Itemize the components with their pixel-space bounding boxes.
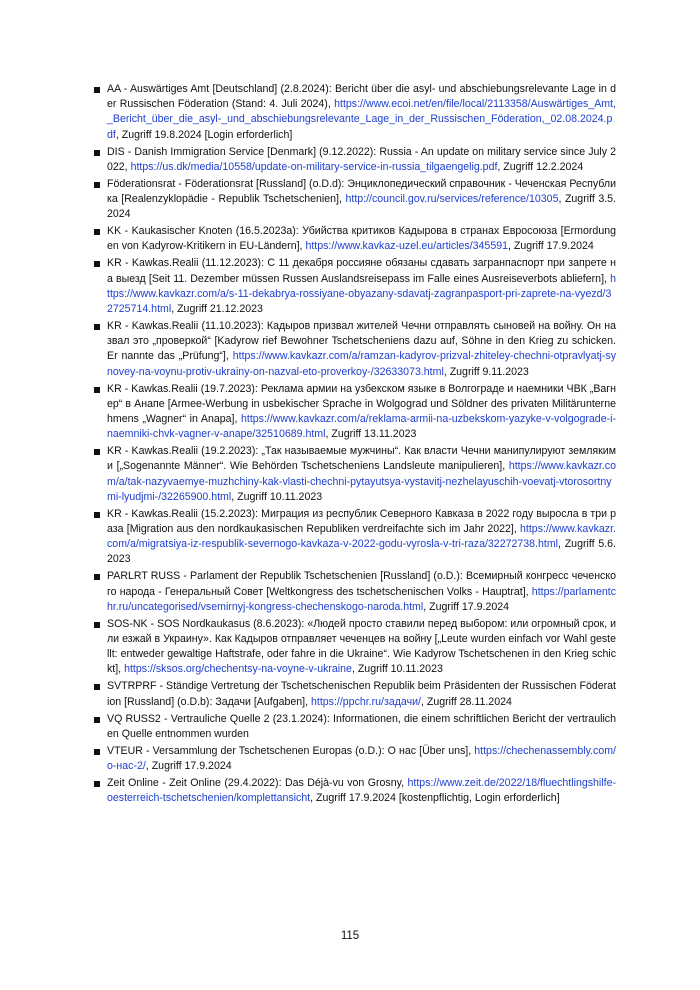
reference-text: VQ RUSS2 - Vertrauliche Quelle 2 (23.1.2024): Informationen, die einem schriftlichen Bericht der vertraulichen Quelle entnommen wurden	[107, 712, 616, 740]
bullet-square-icon	[94, 717, 100, 723]
reference-access-date: , Zugriff 17.9.2024	[423, 600, 510, 613]
bullet-square-icon	[94, 150, 100, 156]
reference-access-date: , Zugriff 5.6.2023	[107, 538, 616, 566]
bullet-square-icon	[94, 261, 100, 267]
reference-link[interactable]: https://www.kavkazr.com/a/ramzan-kadyrov-prizval-zhiteley-chechni-otpravlyatj-synovey-na-voynu-protiv-ukrainy-on-nazval-eto-proverkoy-/32633073.html	[107, 350, 616, 378]
reference-text: KR - Kawkas.Realii (15.2.2023): Миграция из республик Северного Кавказа в 2022 году выросла в три раза [Migration aus den nordkaukasischen Republiken verdreifachte sich im Jahr 2022],	[107, 507, 616, 536]
reference-text: KR - Kawkas.Realii (19.7.2023): Реклама армии на узбекском языке в Волгограде и наемники ЧВК „Вагнер“ в Анапе [Armee-Werbung in usbekischer Sprache in Wolgograd und Söldner des privaten Militärunternehmens „Wagner“ in Anapa],	[107, 382, 616, 426]
reference-link[interactable]: https://www.kavkaz-uzel.eu/articles/345591	[305, 240, 508, 253]
reference-item	[94, 256, 616, 317]
reference-item	[94, 177, 616, 223]
reference-access-date: , Zugriff 10.11.2023	[351, 663, 443, 676]
bullet-square-icon	[94, 684, 100, 690]
bullet-square-icon	[94, 387, 100, 393]
reference-text: KK - Kaukasischer Knoten (16.5.2023a): Убийства критиков Кадырова в странах Евросоюза [Ermordungen von Kadyrow-Kritikern in EU-Ländern],	[107, 225, 616, 253]
bullet-square-icon	[94, 87, 100, 93]
reference-text: KR - Kawkas.Realii (11.10.2023): Кадыров призвал жителей Чечни отправлять сыновей на войну. Он назвал это „проверкой“ [Kadyrow rief Bewohner Tschetscheniens dazu auf, Söhne in den Krieg zu schicken. Er nannte das „Prüfung“],	[107, 320, 616, 363]
reference-link[interactable]: http://council.gov.ru/services/reference/10305	[345, 193, 559, 206]
reference-link[interactable]: https://www.kavkazr.com/a/reklama-armii-na-uzbekskom-yazyke-v-volgograde-i-naemniki-chvk-vagner-v-anape/32510689.html	[107, 413, 616, 441]
reference-access-date: , Zugriff 17.9.2024	[508, 240, 594, 253]
bullet-square-icon	[94, 781, 100, 787]
reference-item	[94, 679, 616, 709]
reference-access-date: , Zugriff 19.8.2024 [Login erforderlich]	[115, 128, 293, 141]
reference-list	[94, 82, 616, 808]
reference-link[interactable]: https://www.ecoi.net/en/file/local/2113358/Auswärtiges_Amt,_Bericht_über_die_asyl-_und_abschiebungsrelevante_Lage_in_der_Russischen_Föderation,_02.08.2024.pdf	[107, 98, 616, 141]
reference-text: DIS - Danish Immigration Service [Denmark] (9.12.2022): Russia - An update on military service since July 2022,	[107, 145, 616, 173]
reference-item	[94, 712, 616, 742]
reference-text: SVTRPRF - Ständige Vertretung der Tschetschenischen Republik beim Präsidenten der Russischen Föderation [Russland] (o.D.b): Задачи [Aufgaben],	[107, 680, 616, 708]
reference-link[interactable]: https://sksos.org/chechentsy-na-voyne-v-ukraine	[124, 663, 352, 676]
reference-item	[94, 444, 616, 505]
reference-access-date: , Zugriff 17.9.2024 [kostenpflichtig, Login erforderlich]	[310, 792, 560, 805]
reference-access-date: , Zugriff 21.12.2023	[171, 303, 263, 316]
reference-text: PARLRT RUSS - Parlament der Republik Tschetschenien [Russland] (o.D.): Всемирный конгресс чеченского народа - Генеральный Совет [Weltkongress des tschetschenischen Volks - Hauptrat],	[107, 570, 616, 598]
reference-access-date: , Zugriff 28.11.2024	[420, 695, 512, 708]
reference-item	[94, 319, 616, 380]
reference-item	[94, 776, 616, 806]
reference-text: Zeit Online - Zeit Online (29.4.2022): Das Déjà-vu von Grosny,	[107, 777, 408, 790]
reference-access-date: , Zugriff 10.11.2023	[231, 490, 323, 503]
bullet-square-icon	[94, 229, 100, 235]
reference-link[interactable]: https://chechenassembly.com/о-нас-2/	[107, 744, 616, 773]
reference-item	[94, 145, 616, 175]
bullet-square-icon	[94, 574, 100, 580]
reference-text: KR - Kawkas.Realii (11.12.2023): С 11 декабря россияне обязаны сдавать загранпаспорт при запрете на выезд [Seit 11. Dezember müssen Russen Auslandsreisepass im Falle eines Ausreiseverbots abliefern],	[107, 257, 616, 285]
reference-link[interactable]: https://us.dk/media/10558/update-on-military-service-in-russia_tilgaengelig.pdf	[130, 160, 498, 173]
reference-item	[94, 224, 616, 254]
reference-link[interactable]: https://www.kavkazr.com/a/migratsiya-iz-respublik-severnogo-kavkaza-v-2022-godu-vyrosla-v-tri-raza/32272738.html	[107, 523, 616, 551]
reference-access-date: , Zugriff 17.9.2024	[145, 760, 232, 773]
reference-text: KR - Kawkas.Realii (19.2.2023): „Так называемые мужчины“. Как власти Чечни манипулируют землякими [„Sogenannte Männer“. Wie Behörden Tschetscheniens Landsleute manipulieren],	[107, 445, 616, 473]
bullet-square-icon	[94, 324, 100, 330]
reference-item	[94, 382, 616, 443]
reference-text: AA - Auswärtiges Amt [Deutschland] (2.8.2024): Bericht über die asyl- und abschiebungsrelevante Lage in der Russischen Föderation (Stand: 4. Juli 2024),	[107, 83, 616, 111]
reference-text: SOS-NK - SOS Nordkaukasus (8.6.2023): «Людей просто ставили перед выбором: или огромный срок, или езжай в Украину». Как Кадыров отправляет чеченцев на войну [„Leute wurden einfach vor Wahl gestellt: entweder gewaltige Haftstrafe, oder fahre in die Ukraine“. Wie Kadyrow Tschetschenen in den Krieg schickt],	[107, 617, 616, 676]
reference-item	[94, 569, 616, 615]
reference-link[interactable]: https://www.kavkazr.com/a/tak-nazyvaemye-muzhchiny-kak-vlasti-chechni-pytayutsya-vystavitj-nezhelayuschih-voevatj-vtorosortnymi-lyudjmi-/32265900.html	[107, 460, 616, 503]
bullet-square-icon	[94, 512, 100, 518]
bullet-square-icon	[94, 749, 100, 755]
bullet-square-icon	[94, 449, 100, 455]
reference-item	[94, 507, 616, 568]
reference-access-date: , Zugriff 3.5.2024	[107, 193, 616, 221]
bullet-square-icon	[94, 182, 100, 188]
page-number: 115	[340, 930, 360, 942]
reference-item	[94, 82, 616, 143]
reference-item	[94, 617, 616, 678]
reference-access-date: , Zugriff 9.11.2023	[443, 365, 529, 378]
reference-link[interactable]: https://parlamentchr.ru/uncategorised/vsemirnyj-kongress-chechenskogo-naroda.html	[107, 585, 616, 613]
reference-item	[94, 744, 616, 774]
reference-link[interactable]: https://www.kavkazr.com/a/s-11-dekabrya-rossiyane-obyazany-sdavatj-zagranpasport-pri-zaprete-na-vyezd/32725714.html	[107, 272, 616, 316]
reference-access-date: , Zugriff 12.2.2024	[497, 160, 584, 173]
reference-text: VTEUR - Versammlung der Tschetschenen Europas (o.D.): О нас [Über uns],	[107, 744, 475, 757]
bullet-square-icon	[94, 622, 100, 628]
reference-link[interactable]: https://www.zeit.de/2022/18/fluechtlingshilfe-oesterreich-tschetschenien/komplettansicht	[107, 777, 616, 805]
reference-access-date: , Zugriff 13.11.2023	[325, 428, 417, 441]
reference-text: Föderationsrat - Föderationsrat [Russland] (o.D.d): Энциклопедический справочник - Чеченская Республика [Realenzyklopädie - Republik Tschetschenien],	[107, 177, 616, 206]
reference-link[interactable]: https://ppchr.ru/задачи/	[310, 695, 421, 708]
